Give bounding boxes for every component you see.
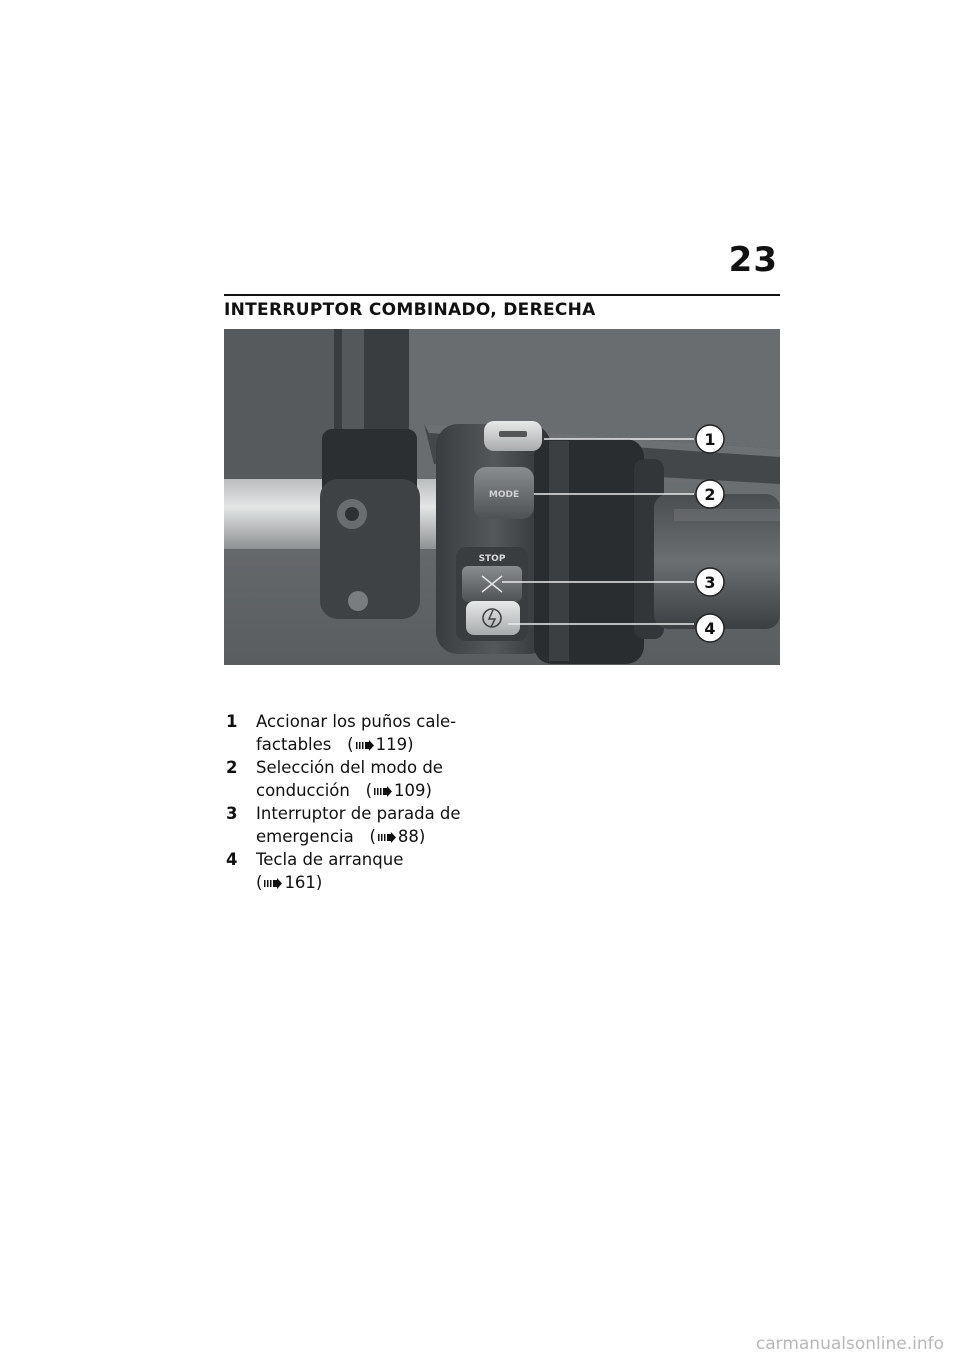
legend-number: 4 [226, 850, 238, 869]
legend-text: Selección del modo de [256, 758, 443, 777]
callout-1 [696, 425, 724, 453]
stop-label: STOP [478, 554, 506, 564]
legend-item [226, 848, 476, 894]
legend-item [226, 710, 476, 756]
svg-text:1: 1 [704, 430, 716, 449]
legend-text: emergencia [256, 827, 354, 846]
legend-text: conducción [256, 781, 350, 800]
callout-2 [696, 480, 724, 508]
section-title: INTERRUPTOR COMBINADO, DERECHA [224, 300, 596, 320]
legend-text: Interruptor de parada de [256, 804, 461, 823]
page-reference[interactable]: ( 119) [347, 735, 414, 754]
handlebar-switch-photo [224, 329, 780, 665]
legend-text: Tecla de arranque [256, 850, 404, 869]
svg-text:3: 3 [704, 573, 716, 592]
legend-number: 1 [226, 712, 238, 731]
title-rule [224, 294, 780, 296]
legend-number: 3 [226, 804, 238, 823]
page-arrow-icon [356, 740, 374, 751]
page-arrow-icon [264, 878, 282, 889]
legend-text: Accionar los puños cale- [256, 712, 457, 731]
page-number: 23 [728, 240, 778, 280]
svg-text:2: 2 [704, 485, 716, 504]
page-arrow-icon [378, 832, 396, 843]
legend-item [226, 802, 476, 848]
svg-text:4: 4 [704, 619, 716, 638]
page-reference[interactable]: ( 161) [256, 873, 323, 892]
page-arrow-icon [374, 786, 392, 797]
legend-text: factables [256, 735, 332, 754]
legend-item [226, 756, 476, 802]
mode-button-label: MODE [488, 490, 520, 500]
page-reference[interactable]: ( 109) [365, 781, 432, 800]
callout-4 [696, 614, 724, 642]
legend-list [226, 710, 476, 894]
watermark: carmanualsonline.info [755, 1334, 944, 1354]
legend-number: 2 [226, 758, 238, 777]
callout-3 [696, 568, 724, 596]
page-reference[interactable]: ( 88) [369, 827, 426, 846]
